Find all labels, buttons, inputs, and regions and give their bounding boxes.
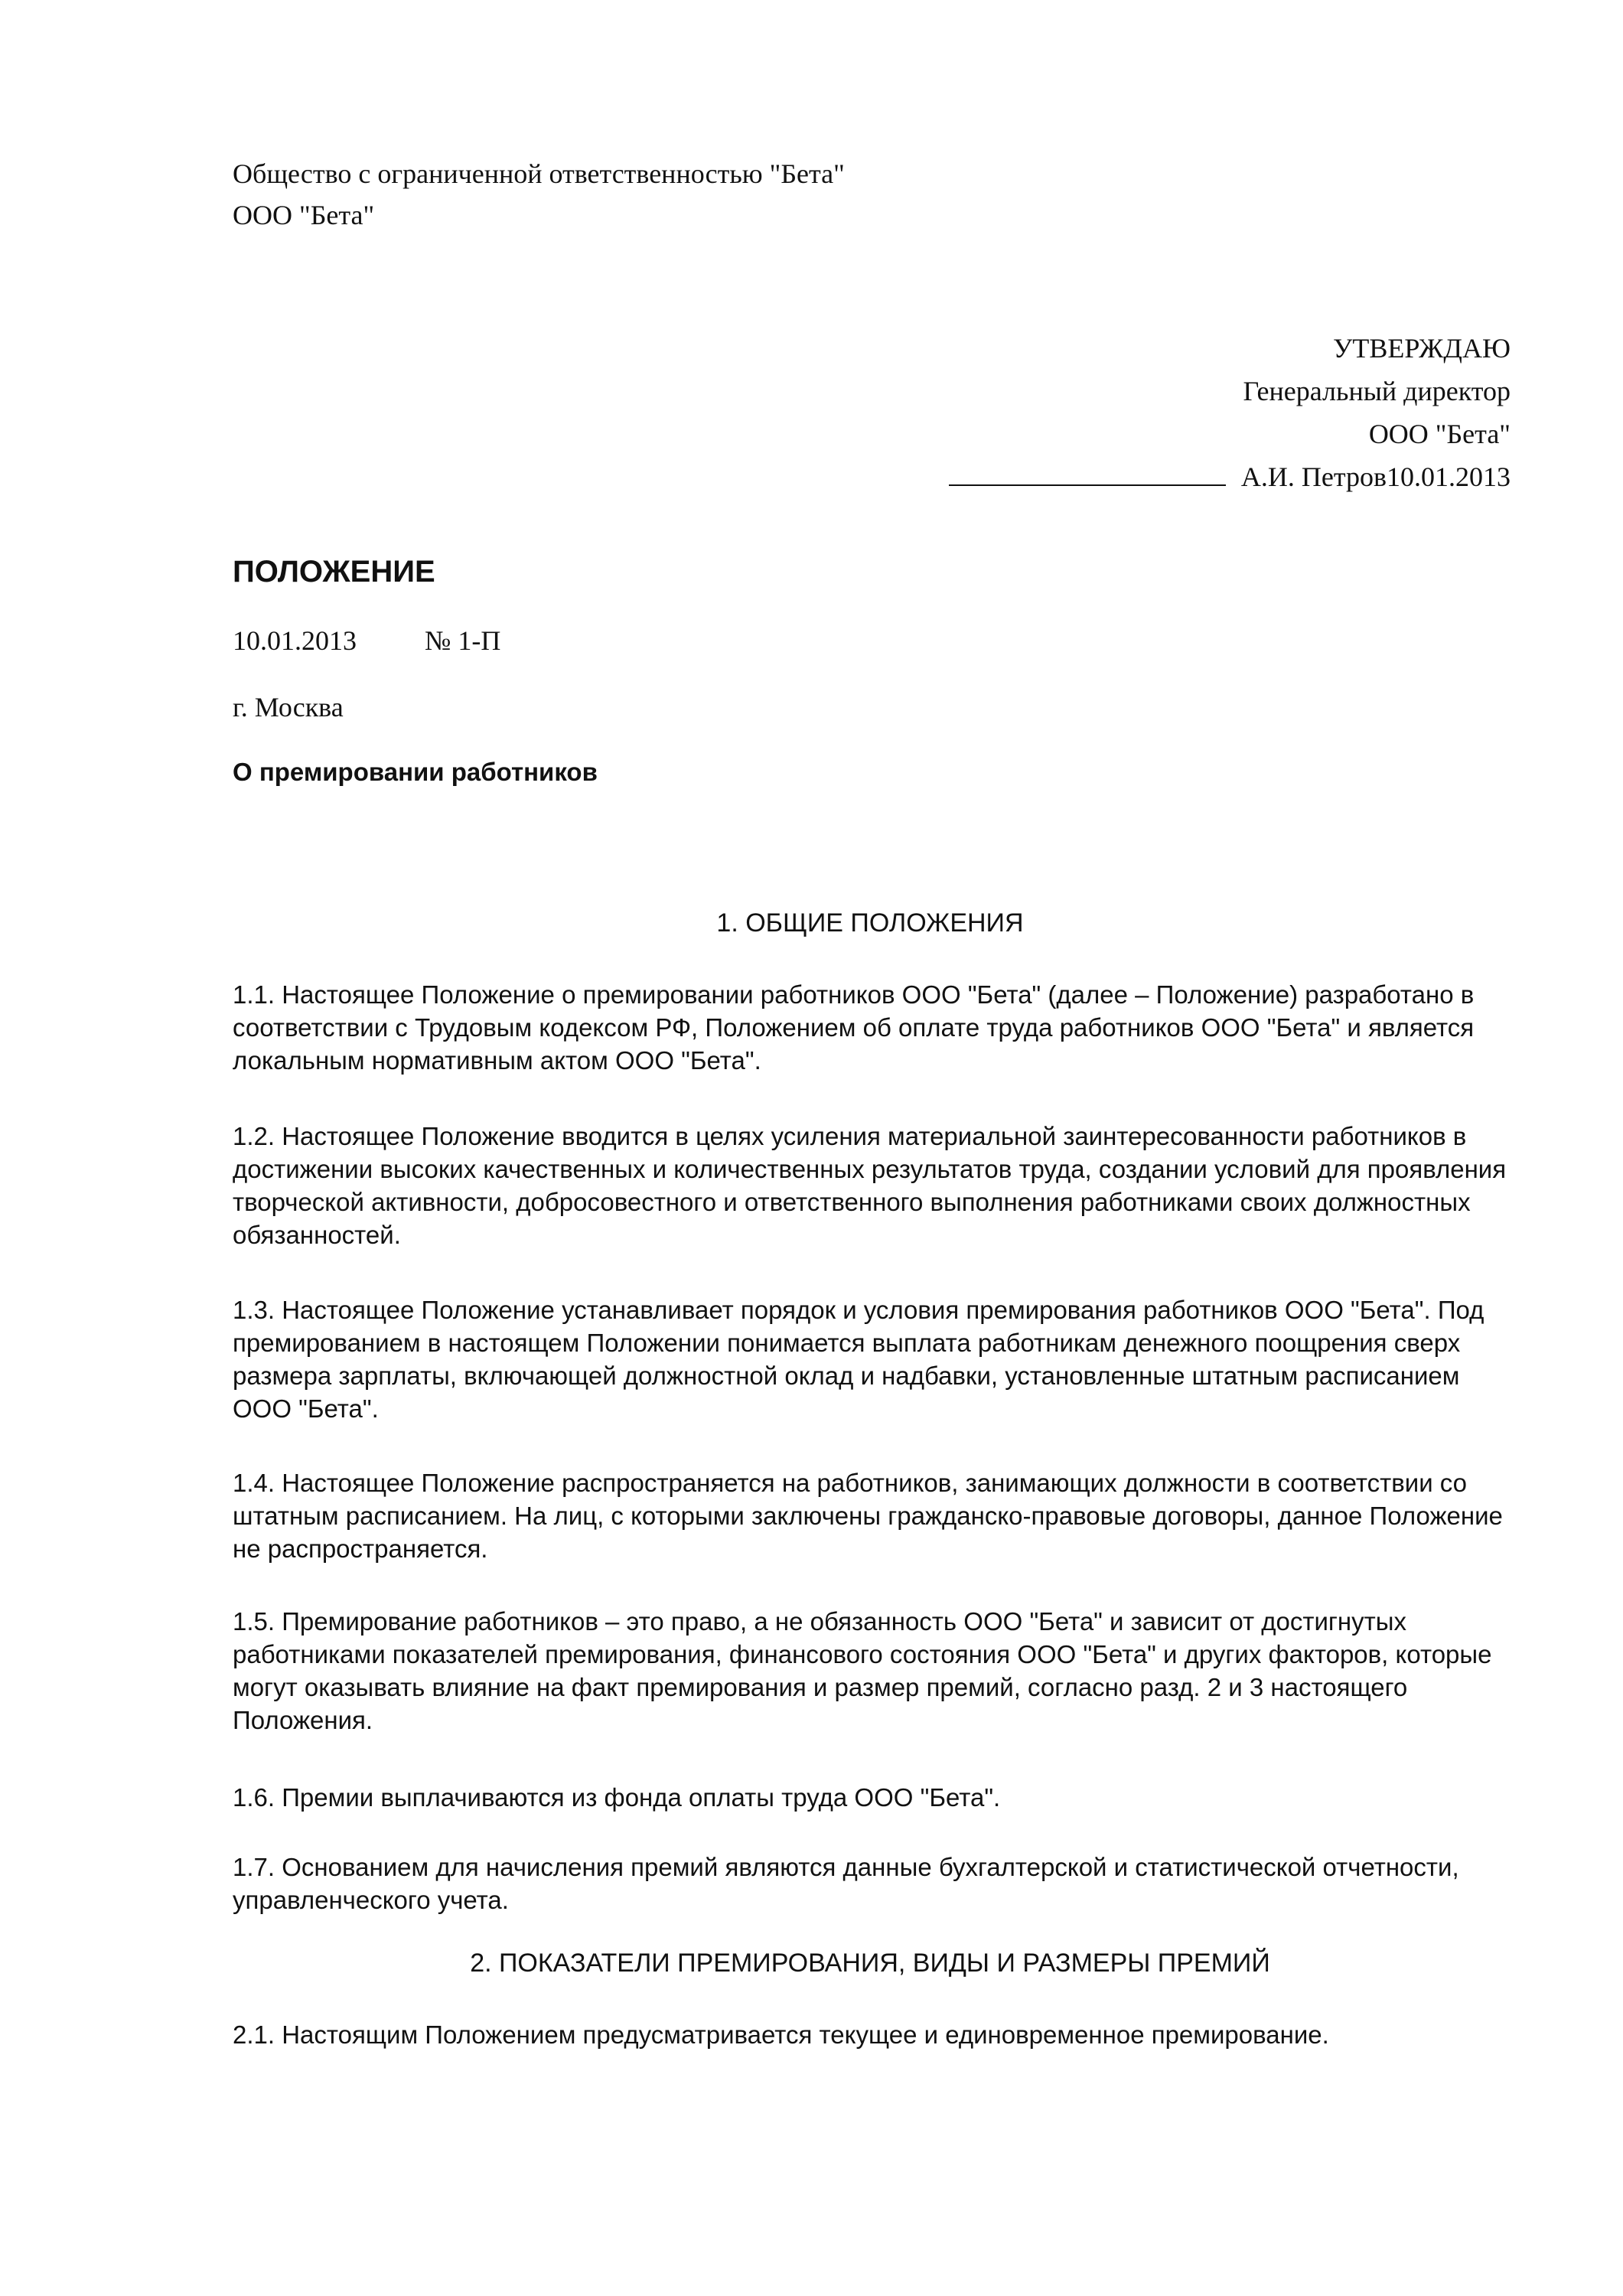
document-city: г. Москва	[233, 692, 344, 722]
paragraph: 2.1. Настоящим Положением предусматривается текущее и единовременное премирование.	[233, 2020, 1329, 2049]
paragraph: 1.5. Премирование работников – это право, а не обязанность ООО "Бета" и зависит от достигнутых работниками показателей премирования, финансового состояния ООО "Бета" и других факторов, которые могут оказывать влияние на факт премирования и размер премий, согласно разд. 2 и 3 настоящего Положения.	[233, 1607, 1492, 1734]
document-number: № 1-П	[425, 625, 501, 656]
approval-org: ООО "Бета"	[1368, 419, 1511, 449]
signature-line	[949, 458, 1226, 486]
paragraph: 1.4. Настоящее Положение распространяется на работников, занимающих должности в соответствии со штатным расписанием. На лиц, с которыми заключены гражданско-правовые договоры, данное Положение не распространяется.	[233, 1469, 1503, 1563]
paragraph: 1.3. Настоящее Положение устанавливает порядок и условия премирования работников ООО "Бета". Под премированием в настоящем Положении понимается выплата работникам денежного поощрения сверх размера зарплаты, включающей должностной оклад и надбавки, установленные штатным расписанием ООО "Бета".	[233, 1296, 1484, 1423]
paragraph: 1.7. Основанием для начисления премий являются данные бухгалтерской и статистической отчетности, управленческого учета.	[233, 1853, 1459, 1914]
section-heading: 1. ОБЩИЕ ПОЛОЖЕНИЯ	[716, 908, 1024, 938]
approval-block	[949, 327, 1511, 498]
organization-header	[233, 153, 845, 236]
signatory-name-date: А.И. Петров10.01.2013	[1240, 461, 1511, 492]
org-full-name: Общество с ограниченной ответственностью "Бета"	[233, 158, 845, 189]
approval-stamp: УТВЕРЖДАЮ	[1332, 333, 1511, 364]
org-short-name: ООО "Бета"	[233, 200, 375, 230]
section-heading: 2. ПОКАЗАТЕЛИ ПРЕМИРОВАНИЯ, ВИДЫ И РАЗМЕРЫ ПРЕМИЙ	[470, 1949, 1270, 1978]
document-type: ПОЛОЖЕНИЕ	[233, 555, 435, 589]
document-date: 10.01.2013	[233, 625, 357, 656]
document-subject: О премировании работников	[233, 758, 598, 786]
paragraph: 1.1. Настоящее Положение о премировании работников ООО "Бета" (далее – Положение) разработано в соответствии с Трудовым кодексом РФ, Положением об оплате труда работников ООО "Бета" и является локальным нормативным актом ООО "Бета".	[233, 980, 1475, 1075]
paragraph: 1.2. Настоящее Положение вводится в целях усиления материальной заинтересованности работников в достижении высоких качественных и количественных результатов труда, создании условий для проявления творческой активности, добросовестного и ответственного выполнения работниками своих должностных обязанностей.	[233, 1122, 1507, 1249]
approval-position: Генеральный директор	[1243, 376, 1511, 406]
approval-signature-row	[949, 455, 1511, 498]
paragraph: 1.6. Премии выплачиваются из фонда оплаты труда ООО "Бета".	[233, 1783, 1001, 1812]
